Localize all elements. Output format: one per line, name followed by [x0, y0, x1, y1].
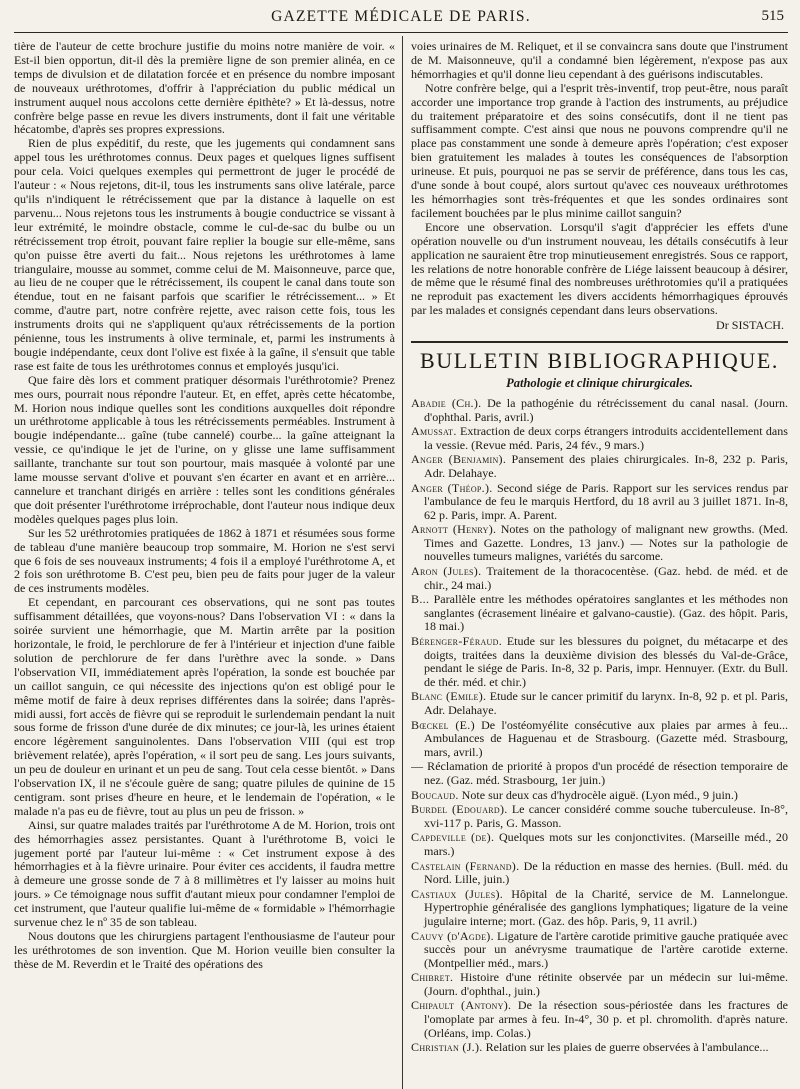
entry-text: De la pathogénie du rétrécissement du canal nasal. (Journ. d'ophthal. Paris, avril.): [424, 395, 788, 424]
section-divider: [411, 341, 788, 343]
article-paragraph: Nous doutons que les chirurgiens partagent l'enthousiasme de l'auteur pour les uréthrotomes de son invention. Que M. Horion veuille bien consulter la thèse de M. Reverdin et le Traité des opérations des: [14, 929, 395, 971]
article-paragraph: Rien de plus expéditif, du reste, que les jugements qui condamnent sans appel tous les uréthrotomes connus. Deux pages et quelques lignes suffisent pour cela. Voici quelques exemples qui permettront de juger le procédé de l'auteur : « Nous rejetons, dit-il, tous les instruments sans olive latérale, parce qu'ils n'indiquent le rétrécissement que par la distance à laquelle on est parvenu... Nous rejetons tous les instruments à bougie conductrice se vissant à leur extrémité, le moindre obstacle, comme le cul-de-sac du bulbe ou un rétrécissement trop étroit, pouvant faire replier la bougie sur elle-même, sans qu'on puisse être averti du fait... Nous rejetons les uréthrotomes à lame triangulaire, mousse au sommet, comme celui de M. Maisonneuve, parce que, au lieu de ne couper que le rétrécissement, ils coupent le canal dans toute son étendue, tout en ne faisant parfois que scarifier le rétrécissement... » Et comme, d'autre part, notre confrère rejette, avec raison cette fois, tous les instruments droits qui ne s'appliquent qu'aux rétrécissements de la portion pénienne, tous les instruments à olive terminale, et, parmi les instruments à bougie indépendante, ceux dont l'olive est fixée à la gaîne, il s'ensuit que table rase est faite de tous les uréthrotomes connus et employés jusqu'ici.: [14, 136, 395, 373]
entry-text: Second siége de Paris. Rapport sur les services rendus par l'ambulance de feu le marquis Hertford, du 18 avril au 3 juillet 1871. In-8, 62 p. Paris, impr. A. Parent.: [424, 480, 788, 522]
left-column: [14, 40, 395, 1085]
entry-author: Anger (Benjamin).: [411, 452, 507, 467]
entry-author: Christian (J.).: [411, 1040, 483, 1055]
author-signature: Dr SISTACH.: [716, 318, 784, 333]
article-paragraph: voies urinaires de M. Reliquet, et il se convaincra sans doute que l'instrument de M. Maisonneuve, qu'il a condamné bien légèrement, n'expose pas aux hémorrhagies et qu'il donne lieu cependant à des guérisons indiscutables.: [411, 40, 788, 81]
journal-title: GAZETTE MÉDICALE DE PARIS.: [271, 8, 531, 25]
entry-text: Etude sur les blessures du poignet, du métacarpe et des doigts, traitées dans la deuxième division des blessés du Val-de-Grâce, pendant le siége de Paris. In-8, 32 p. Paris, impr. Hennuyer. (Extr. du Bull. de thér. méd. et chir.): [424, 634, 788, 689]
bibliography-entry: [411, 425, 788, 452]
entry-author: B...: [411, 592, 430, 607]
article-paragraph: tière de l'auteur de cette brochure justifie du moins notre manière de voir. « Est-il bien opportun, dit-il dès la première ligne de son premier alinéa, en ce temps de divulsion et de dilatation forcée et en présence du nombre imposant de nouveaux uréthrotomes, d'offrir à l'appréciation du public médical un instrument auquel nous accolons cette dernière épithète? » Et là-dessus, notre confrère belge passe en revue les divers instruments, dont il fait une véritable hécatombe, d'après ses propres expressions.: [14, 40, 395, 137]
entry-author: Anger (Théop.).: [411, 480, 493, 495]
entry-text: Pansement des plaies chirurgicales. In-8, 232 p. Paris, Adr. Delahaye.: [424, 452, 788, 480]
entry-text: Notes on the pathology of malignant new growths. (Med. Times and Gazette. Londres, 13 janv.) — Notes sur la pathologie de nouvelles tumeurs malignes, variétés du sarcome.: [424, 522, 788, 564]
bibliography-entry: [411, 482, 788, 523]
entry-author: Boucaud.: [411, 787, 459, 802]
article-paragraph: Ainsi, sur quatre malades traités par l'uréthrotome A de M. Horion, trois ont des hémorrhagies assez persistantes. Quant à l'uréthrotome B, voici le jugement porté par l'auteur lui-même : « Cet instrument expose à des hémorrhagies et à la fièvre urinaire. Pour éviter ces accidents, il faudra mettre à demeure une grosse sonde de 7 à 8 millimètres et l'y laisser au moins huit jours. » Ce témoignage nous suffit d'autant mieux pour condamner l'emploi de cet instrument, que l'auteur qualifie lui-même de « formidable » l'hémorrhagie survenue chez le nº 35 de son tableau.: [14, 817, 395, 930]
bulletin-subtitle: Pathologie et clinique chirurgicales.: [506, 376, 693, 391]
entry-text: Quelques mots sur les conjonctivites. (Marseille méd., 20 mars.): [424, 830, 788, 858]
bibliography-list: [411, 397, 788, 1055]
bibliography-entry: [411, 565, 788, 592]
entry-text: Le cancer considéré comme souche tuberculeuse. In-8°, xvi-117 p. Paris, G. Masson.: [424, 802, 788, 830]
bibliography-entry: [411, 930, 788, 971]
entry-author: Cauvy (d'Agde).: [411, 928, 494, 943]
article-paragraph: Notre confrère belge, qui a l'esprit très-inventif, trop peut-être, nous paraît accorder une importance trop grande à l'action des instruments, au préjudice du traitement préparatoire et des soins consécutifs, dont il ne tient pas suffisamment compte. C'est ainsi que nous ne pouvons comprendre qu'il ne place pas constamment une sonde à demeure après l'opération; c'est exposer bien gratuitement les malades à toutes les conséquences de l'absorption urineuse. Et puis, pourquoi ne pas se servir de préférence, dans tous les cas, d'une sonde à bout coupé, alors surtout qu'avec ces nouveaux uréthrotomes les hémorrhagies sont très-fréquentes et que les sondes ordinaires sont facilement bouchées par le plus minime caillot sanguin?: [411, 80, 788, 220]
bibliography-entry: [411, 999, 788, 1040]
entry-text: De la réduction en masse des hernies. (Bull. méd. du Nord. Lille, juin.): [424, 858, 788, 887]
bibliography-entry: [411, 523, 788, 564]
entry-author: Chipault (Antony).: [411, 998, 512, 1013]
entry-text: De l'ostéomyélite consécutive aux plaies par armes à feu... Ambulances de Haguenau et de Strasbourg. (Gazette méd. Strasbourg, mars, avril.): [424, 717, 788, 759]
entry-author: Chibret.: [411, 970, 454, 985]
article-paragraph: Que faire dès lors et comment pratiquer désormais l'uréthrotomie? Prenez mes ours, pourrait nous répondre l'auteur. Et, en effet, après cette hécatombe, M. Horion nous indique quelles sont les conditions auxquelles doit répondre un uréthrotome applicable à tous les rétrécissements perméables. Instrument à bougie indépendante... gaîne (tube cannelé) courbe... la gaîne atteignant la vessie, ce qu'indique le jet de l'urine, on y glisse une lame suffisamment saillante, tranchante sur tout son pourtour, mais masquée à volonté par une lame mousse servant d'olive et pouvant s'en écarter en avant et en arrière... cannelure et tranchant dirigés en arrière : telles sont les conditions générales que doit présenter l'uréthrotome irréprochable, dont l'auteur nous indique deux modèles quelques pages plus loin.: [14, 372, 395, 526]
page-header: [14, 6, 788, 33]
bibliography-entry: [411, 831, 788, 858]
article-paragraph: Encore une observation. Lorsqu'il s'agit d'apprécier les effets d'une opération nouvelle ou d'un instrument nouveau, les détails consécutifs à leur application ne sauraient être trop minutieusement enregistrés. Sous ce rapport, les relations de notre honorable confrère de Liége laissent beaucoup à désirer, de même que le résumé final des nombreuses uréthrotomies qu'il a pratiquées ne reproduit pas exactement les divers accidents hémorrhagiques éprouvés par les malades et consignés cependant dans leurs observations.: [411, 219, 788, 318]
entry-author: Bœckel (E.): [411, 717, 475, 732]
entry-text: Relation sur les plaies de guerre observées à l'ambulance...: [482, 1040, 769, 1055]
entry-author: Capdeville (de).: [411, 830, 495, 845]
entry-text: Etude sur le cancer primitif du larynx. In-8, 92 p. et pl. Paris, Adr. Delahaye.: [424, 689, 788, 717]
bibliography-entry: [411, 453, 788, 480]
bibliography-entry: [411, 760, 788, 787]
entry-author: Amussat.: [411, 424, 457, 439]
entry-author: Burdel (Edouard).: [411, 802, 508, 817]
entry-text: Hôpital de la Charité, service de M. Lannelongue. Hypertrophie généralisée des ganglions lymphatiques; ligature de la veine jugulaire interne; mort. (Gaz. des hôp. Paris, 9, 11 avril.): [424, 886, 788, 928]
bibliography-entry: [411, 690, 788, 717]
entry-author: Arnott (Henry).: [411, 522, 497, 537]
entry-author: Castelain (Fernand).: [411, 858, 520, 873]
article-paragraph: Sur les 52 uréthrotomies pratiquées de 1862 à 1871 et résumées sous forme de tableau d'une manière beaucoup trop sommaire, M. Horion ne s'est servi que 6 fois de ses nouveaux instruments; 4 fois il a employé l'uréthrotome A, et 2 fois son uréthrotome B. C'est peu, bien peu de faits pour juger de la valeur de ces instruments modèles.: [14, 525, 395, 596]
bibliography-entry: [411, 789, 788, 803]
entry-text: Note sur deux cas d'hydrocèle aiguë. (Lyon méd., 9 juin.): [458, 787, 738, 802]
entry-text: Ligature de l'artère carotide primitive gauche pratiquée avec succès pour un anévrysme traumatique de l'artère carotide externe. (Montpellier méd., mars.): [424, 928, 788, 970]
bibliography-entry: [411, 971, 788, 998]
entry-author: Castiaux (Jules).: [411, 886, 504, 901]
entry-author: Aron (Jules).: [411, 564, 482, 579]
bibliography-entry: [411, 1041, 788, 1055]
column-divider: [402, 36, 403, 1089]
bibliography-entry: [411, 593, 788, 634]
bulletin-title: BULLETIN BIBLIOGRAPHIQUE.: [420, 348, 779, 374]
entry-text: Extraction de deux corps étrangers introduits accidentellement dans la vessie. (Revue méd. Paris, 24 fév., 9 mars.): [424, 424, 788, 452]
bibliography-entry: [411, 803, 788, 830]
bibliography-entry: [411, 397, 788, 424]
entry-author: Blanc (Emile).: [411, 689, 487, 704]
page-number: 515: [761, 8, 784, 24]
entry-text: Traitement de la thoracocentèse. (Gaz. hebd. de méd. et de chir., 24 mai.): [424, 564, 788, 592]
entry-text: Parallèle entre les méthodes opératoires sanglantes et les méthodes non sanglantes (écrasement linéaire et galvano-caustie). (Gaz. des hôpit. Paris, 18 mai.): [424, 592, 788, 634]
entry-text: De la résection sous-périostée dans les fractures de l'omoplate par armes à feu. In-4°, 30 p. et pl. chromolith. d'après nature. (Orléans, imp. Colas.): [424, 998, 788, 1040]
entry-author: —: [411, 759, 424, 774]
right-column: [411, 40, 788, 1085]
entry-text: Réclamation de priorité à propos d'un procédé de résection temporaire de nez. (Gaz. méd. Strasbourg, 1er juin.): [423, 759, 788, 787]
bibliography-entry: [411, 719, 788, 760]
entry-author: Abadie (Ch.).: [411, 395, 482, 410]
bibliography-entry: [411, 635, 788, 689]
article-paragraph: Et cependant, en parcourant ces observations, qui ne sont pas toutes suffisamment détaillées, que voyons-nous? Dans l'observation VI : « dans la soirée survient une hémorrhagie, que M. Martin arrête par la position horizontale, le froid, le perchlorure de fer à l'intérieur et injection d'une faible solution de perchlorure de fer dans l'urèthre avec la sonde. » Dans l'observation VII, immédiatement après l'opération, la sonde est bouchée par un caillot sanguin, ce qui nécessite des injections qu'on est obligé pour le même motif de faire à deux reprises différentes dans la soirée; dans l'après-midi aussi, fort accès de fièvre qui se reproduit le surlendemain pendant la nuit sous forme de frisson d'une durée de dix minutes; ce jour-là, les urines étaient encore légèrement sanguinolentes. Dans l'observation VIII (qui est trop brièvement relatée), après l'opération, « il sort peu de sang. Les jours suivants, un peu de douleur en urinant et un peu de sang. Tout cela cesse bientôt. » Dans l'observation IX, il ne s'écoule guère de sang; quatre pilules de quinine de 15 centigram. sont prises d'heure en heure, et le lendemain de l'opération, « le malade n'a pas eu de fièvre, tout au plus un peu de frisson. »: [14, 595, 395, 818]
entry-author: Bérenger-Féraud.: [411, 634, 502, 649]
bibliography-entry: [411, 888, 788, 929]
entry-text: Histoire d'une rétinite observée par un médecin sur lui-même. (Journ. d'ophthal., juin.): [424, 970, 788, 998]
bibliography-entry: [411, 860, 788, 887]
